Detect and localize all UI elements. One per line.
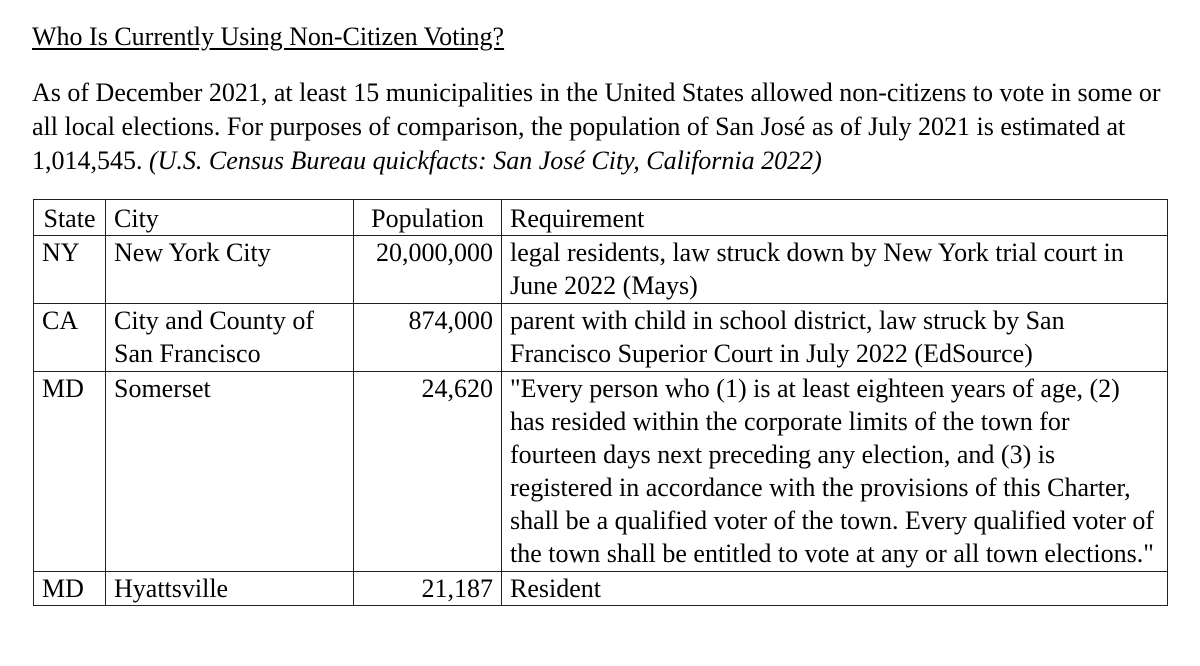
cell-city: Somerset [106, 372, 354, 572]
section-heading: Who Is Currently Using Non-Citizen Voting? [32, 22, 505, 51]
cell-population: 874,000 [354, 304, 502, 372]
intro-citation: (U.S. Census Bureau quickfacts: San José City, California 2022) [149, 146, 822, 175]
cell-city: City and County of San Francisco [106, 304, 354, 372]
cell-state: MD [34, 572, 106, 606]
cell-state: MD [34, 372, 106, 572]
cell-state: NY [34, 236, 106, 304]
cell-population: 20,000,000 [354, 236, 502, 304]
municipalities-table [33, 199, 1168, 606]
cell-city: New York City [106, 236, 354, 304]
header-city: City [106, 200, 354, 236]
table-row [34, 572, 1168, 606]
cell-population: 24,620 [354, 372, 502, 572]
intro-paragraph [32, 76, 1162, 178]
cell-state: CA [34, 304, 106, 372]
header-population: Population [354, 200, 502, 236]
table-row [34, 236, 1168, 304]
cell-requirement: legal residents, law struck down by New York trial court in June 2022 (Mays) [502, 236, 1168, 304]
cell-requirement: "Every person who (1) is at least eighteen years of age, (2) has resided within the corporate limits of the town for fourteen days next preceding any election, and (3) is registered in accordance with the provisions of this Charter, shall be a qualified voter of the town. Every qualified voter of the town shall be entitled to vote at any or all town elections." [502, 372, 1168, 572]
header-requirement: Requirement [502, 200, 1168, 236]
table-row [34, 372, 1168, 572]
cell-city: Hyattsville [106, 572, 354, 606]
document-page [32, 20, 1172, 603]
cell-requirement: parent with child in school district, law struck by San Francisco Superior Court in July 2022 (EdSource) [502, 304, 1168, 372]
cell-requirement: Resident [502, 572, 1168, 606]
table-row [34, 304, 1168, 372]
table-header-row [34, 200, 1168, 236]
header-state: State [34, 200, 106, 236]
intro-text: As of December 2021, at least 15 municipalities in the United States allowed non-citizens to vote in some or all local elections. For purposes of comparison, the population of San José as of July 2021 is estimated at 1,014,545. [32, 78, 1161, 175]
cell-population: 21,187 [354, 572, 502, 606]
